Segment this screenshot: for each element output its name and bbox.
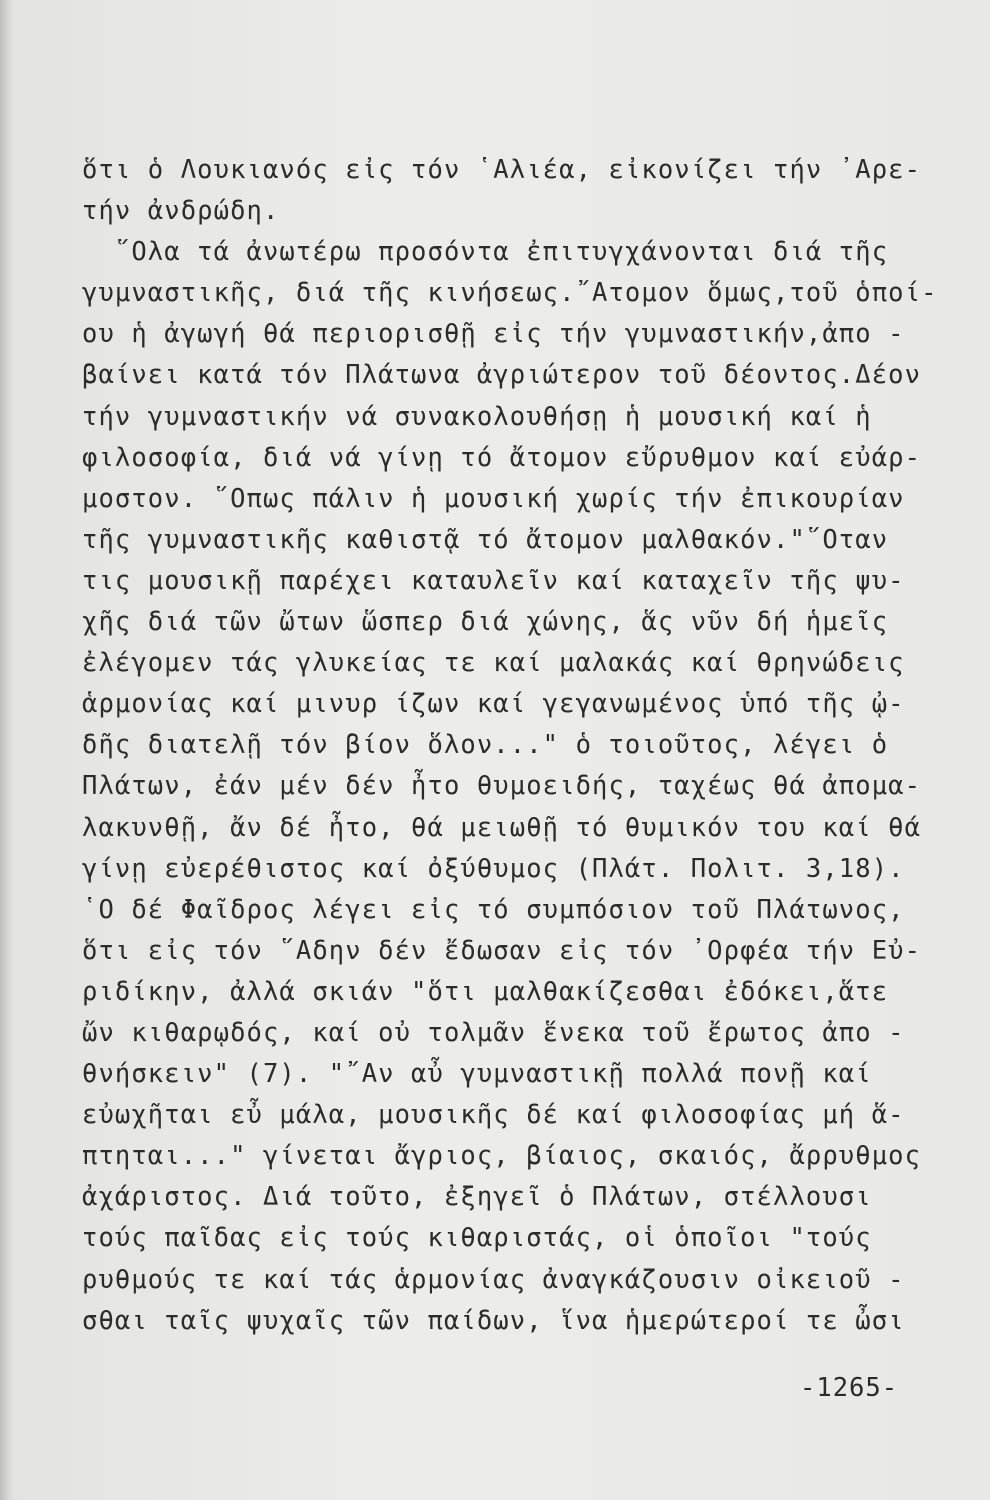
text-line: ὅτι εἰς τόν ῞Αδην δέν ἔδωσαν εἰς τόν ᾽Ορφέα τήν Εὐ-	[82, 935, 922, 966]
text-line: ου ἡ ἀγωγή θά περιορισθῇ εἰς τήν γυμναστικήν,ἀπο -	[82, 319, 905, 350]
page-edge-shadow	[0, 0, 14, 1500]
text-line: σθαι ταῖς ψυχαῖς τῶν παίδων, ἵνα ἡμερώτεροί τε ὦσι	[82, 1305, 905, 1336]
body-text	[82, 150, 952, 1342]
text-line: ρυθμούς τε καί τάς ἁρμονίας ἀναγκάζουσιν οἰκειοῦ -	[82, 1264, 905, 1295]
text-line: ῞Ολα τά ἀνωτέρω προσόντα ἐπιτυγχάνονται διά τῆς	[82, 237, 889, 268]
text-line: γίνῃ εὐερέθιστος καί ὀξύθυμος (Πλάτ. Πολιτ. 3,18).	[82, 853, 905, 884]
text-line: μοστον. ῞Οπως πάλιν ἡ μουσική χωρίς τήν ἐπικουρίαν	[82, 483, 905, 514]
text-line: τήν ἀνδρώδη.	[82, 196, 280, 227]
text-line: ἁρμονίας καί μινυρ ίζων καί γεγανωμένος ὑπό τῆς ᾠ-	[82, 689, 905, 720]
text-line: τῆς γυμναστικῆς καθιστᾷ τό ἄτομον μαλθακόν."῞Οταν	[82, 524, 889, 555]
text-line: τούς παῖδας εἰς τούς κιθαριστάς, οἱ ὁποῖοι "τούς	[82, 1223, 872, 1254]
text-line: ριδίκην, ἀλλά σκιάν "ὅτι μαλθακίζεσθαι ἐδόκει,ἅτε	[82, 976, 889, 1007]
text-line: ἐλέγομεν τάς γλυκείας τε καί μαλακάς καί θρηνώδεις	[82, 648, 905, 679]
text-line: βαίνει κατά τόν Πλάτωνα ἀγριώτερον τοῦ δέοντος.Δέον	[82, 360, 922, 391]
text-line: τήν γυμναστικήν νά συνακολουθήσῃ ἡ μουσική καί ἡ	[82, 401, 872, 432]
text-line: ῾Ο δέ Φαῖδρος λέγει εἰς τό συμπόσιον τοῦ Πλάτωνος,	[82, 894, 905, 925]
text-line: φιλοσοφία, διά νά γίνῃ τό ἄτομον εὔρυθμον καί εὐάρ-	[82, 442, 922, 473]
text-line: ὤν κιθαρῳδός, καί οὐ τολμᾶν ἕνεκα τοῦ ἔρωτος ἀπο -	[82, 1017, 905, 1048]
text-line: ἀχάριστος. Διά τοῦτο, ἐξηγεῖ ὁ Πλάτων, στέλλουσι	[82, 1182, 872, 1213]
page-number: -1265-	[800, 1373, 899, 1403]
text-line: εὐωχῆται εὖ μάλα, μουσικῆς δέ καί φιλοσοφίας μή ἅ-	[82, 1100, 905, 1131]
text-line: τις μουσικῇ παρέχει καταυλεῖν καί καταχεῖν τῆς ψυ-	[82, 565, 905, 596]
text-line: πτηται..." γίνεται ἄγριος, βίαιος, σκαιός, ἄρρυθμος	[82, 1141, 922, 1172]
text-line: γυμναστικῆς, διά τῆς κινήσεως.῎Ατομον ὅμως,τοῦ ὁποί-	[82, 278, 938, 309]
text-line: ὅτι ὁ Λουκιανός εἰς τόν ῾Αλιέα, εἰκονίζει τήν ᾽Αρε-	[82, 155, 922, 185]
text-line: λακυνθῇ, ἄν δέ ἦτο, θά μειωθῇ τό θυμικόν του καί θά	[82, 812, 922, 843]
text-line: χῆς διά τῶν ὤτων ὥσπερ διά χώνης, ἅς νῦν δή ἡμεῖς	[82, 607, 889, 638]
text-line: Πλάτων, ἐάν μέν δέν ἦτο θυμοειδής, ταχέως θά ἀπομα-	[82, 771, 922, 802]
text-line: θνήσκειν" (7). "῎Αν αὖ γυμναστικῇ πολλά πονῇ καί	[82, 1059, 872, 1090]
text-line: δῆς διατελῇ τόν βίον ὅλον..." ὁ τοιοῦτος, λέγει ὁ	[82, 730, 889, 761]
